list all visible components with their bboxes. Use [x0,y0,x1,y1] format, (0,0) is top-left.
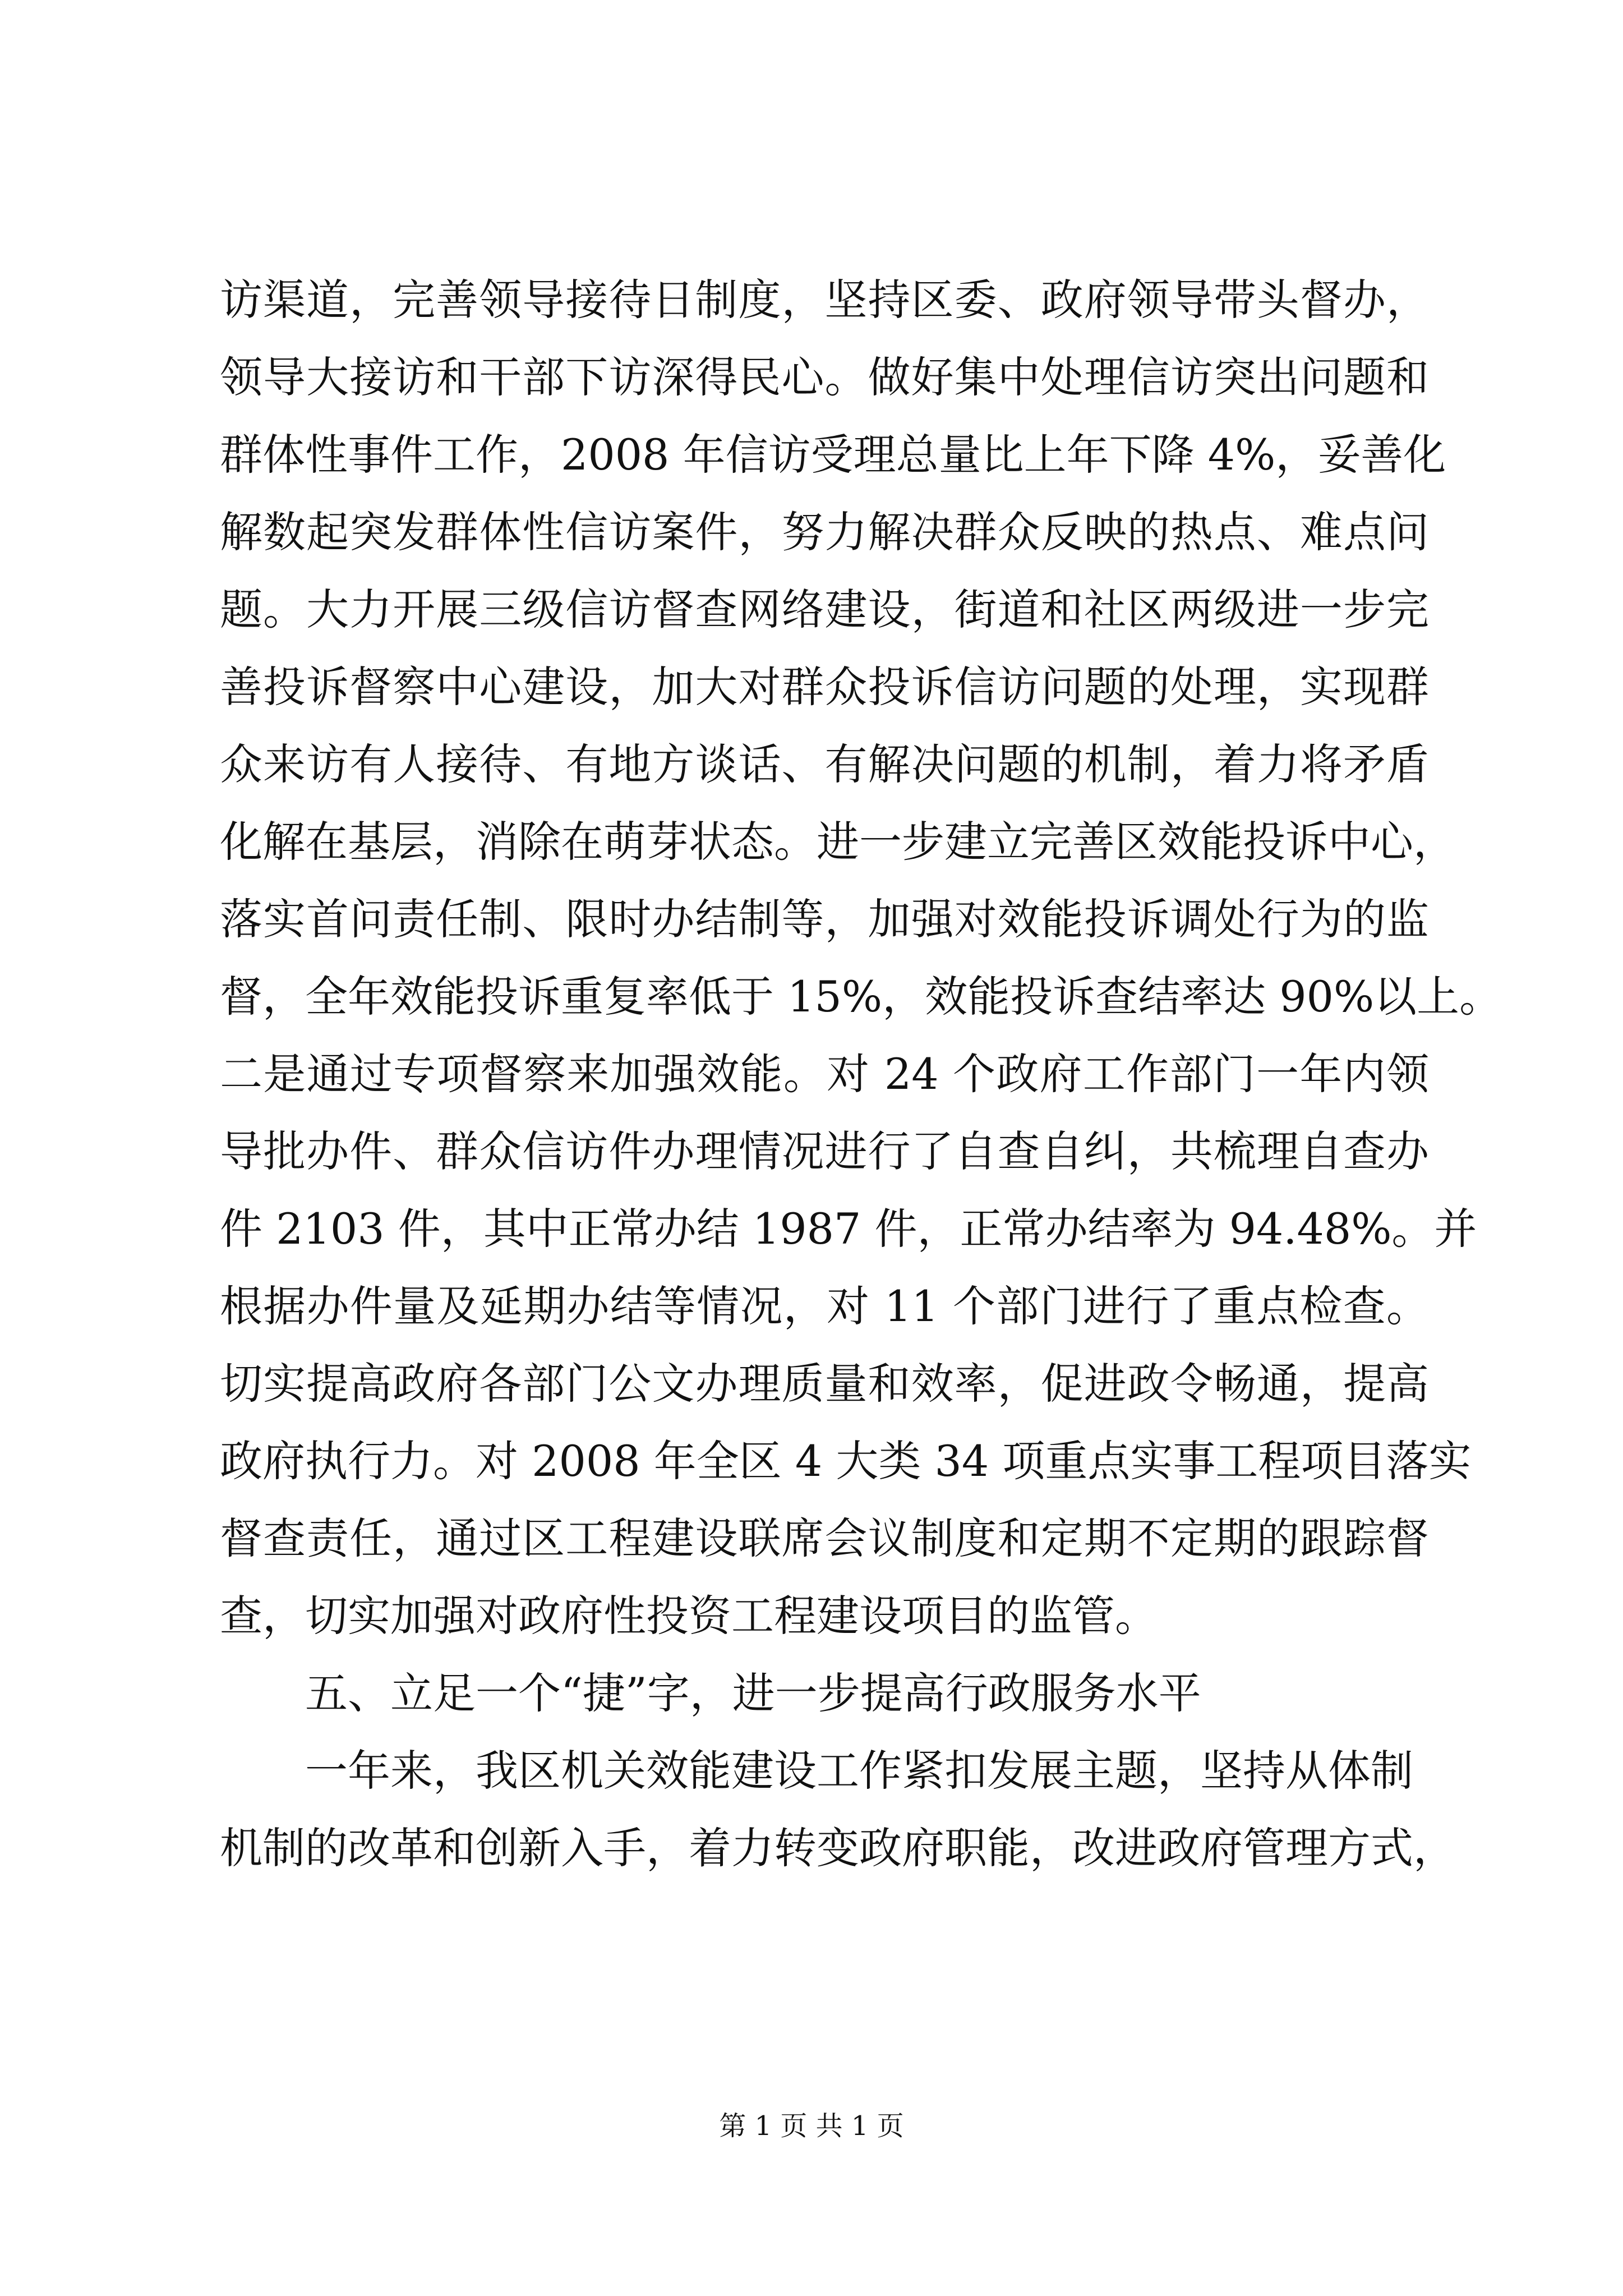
text-line: 题。大力开展三级信访督查网络建设，街道和社区两级进一步完 [220,585,1429,634]
section-heading: 五、立足一个“捷”字，进一步提高行政服务水平 [305,1668,1201,1718]
text-line: 一年来，我区机关效能建设工作紧扣发展主题，坚持从体制 [305,1746,1413,1796]
text-line: 切实提高政府各部门公文办理质量和效率，促进政令畅通，提高 [220,1359,1429,1409]
text-line: 导批办件、群众信访件办理情况进行了自查自纠，共梳理自查办 [220,1126,1429,1176]
text-line: 二是通过专项督察来加强效能。对 24 个政府工作部门一年内领 [220,1049,1429,1099]
text-line: 督查责任，通过区工程建设联席会议制度和定期不定期的跟踪督 [220,1513,1429,1563]
text-line: 访渠道，完善领导接待日制度，坚持区委、政府领导带头督办， [220,275,1429,325]
text-line: 善投诉督察中心建设，加大对群众投诉信访问题的处理，实现群 [220,662,1429,712]
text-line: 解数起突发群体性信访案件，努力解决群众反映的热点、难点问 [220,507,1429,557]
text-line: 领导大接访和干部下访深得民心。做好集中处理信访突出问题和 [220,352,1429,402]
text-line: 化解在基层，消除在萌芽状态。进一步建立完善区效能投诉中心， [220,817,1456,867]
page-footer: 第 1 页 共 1 页 [719,2110,904,2142]
text-line: 查，切实加强对政府性投资工程建设项目的监管。 [220,1591,1158,1641]
text-line: 机制的改革和创新入手，着力转变政府职能，改进政府管理方式， [220,1823,1456,1873]
text-line: 群体性事件工作，2008 年信访受理总量比上年下降 4%，妥善化 [220,430,1446,480]
text-line: 政府执行力。对 2008 年全区 4 大类 34 项重点实事工程项目落实 [220,1436,1472,1486]
text-line: 督，全年效能投诉重复率低于 15%，效能投诉查结率达 90%以上。 [220,972,1502,1022]
text-line: 落实首问责任制、限时办结制等，加强对效能投诉调处行为的监 [220,894,1429,944]
text-line: 根据办件量及延期办结等情况，对 11 个部门进行了重点检查。 [220,1281,1429,1331]
text-line: 众来访有人接待、有地方谈话、有解决问题的机制，着力将矛盾 [220,739,1429,789]
text-line: 件 2103 件，其中正常办结 1987 件，正常办结率为 94.48%。并 [220,1204,1477,1254]
body-text [220,261,1502,1887]
